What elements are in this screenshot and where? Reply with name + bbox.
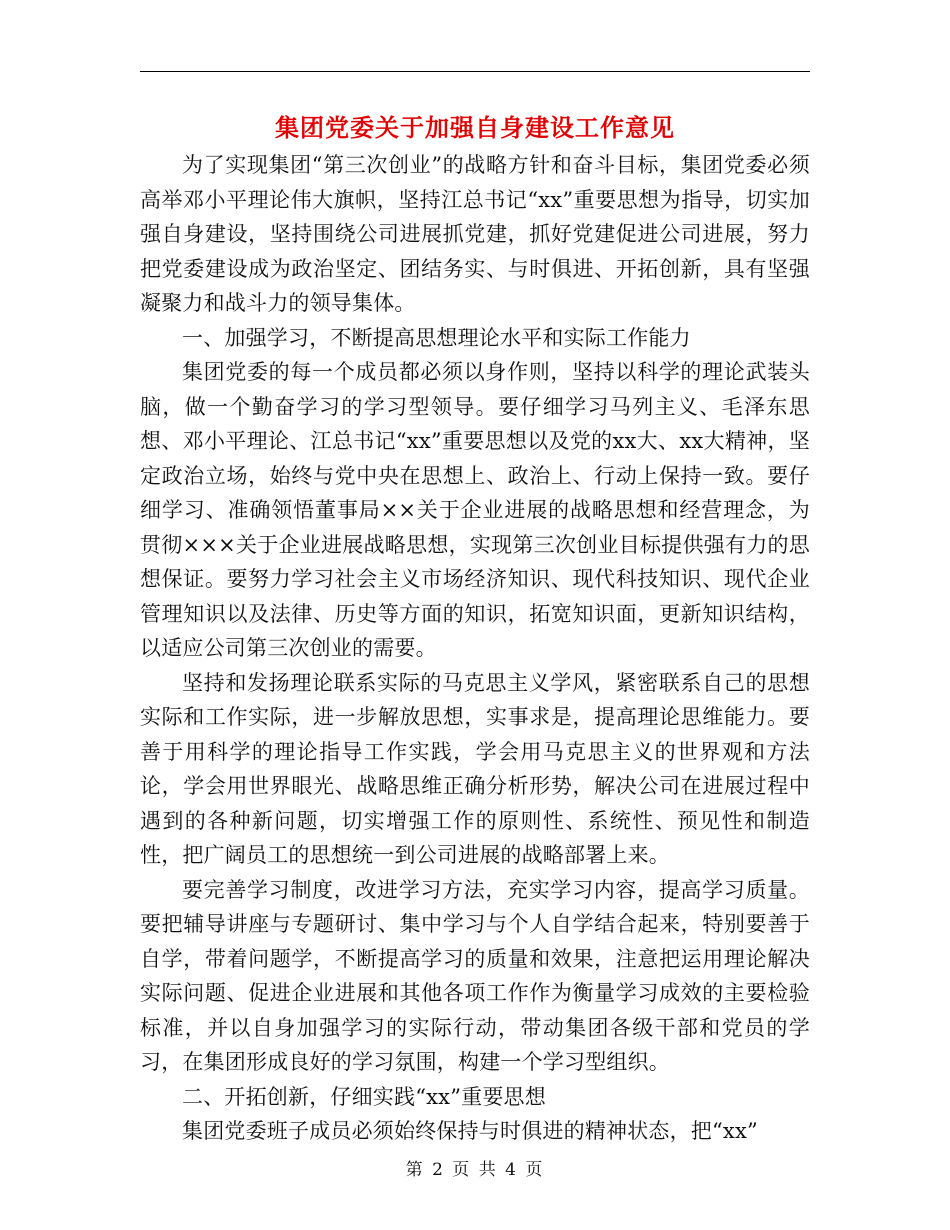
page-footer: 第 2 页 共 4 页 [405,1160,545,1180]
document-title: 集团党委关于加强自身建设工作意见 [275,113,675,142]
document-body [140,148,810,1149]
section-heading-1: 一、加强学习，不断提高思想理论水平和实际工作能力 [182,325,691,350]
header-rule [140,71,810,72]
section-heading-2: 二、开拓创新，仔细实践“xx”重要思想 [182,1084,546,1109]
paragraph-study: 集团党委的每一个成员都必须以身作则，坚持以科学的理论武装头脑，做一个勤奋学习的学习型领导。要仔细学习马列主义、毛泽东思想、邓小平理论、江总书记“xx”重要思想以及党的xx大、xx大精神，坚定政治立场，始终与党中央在思想上、政治上、行动上保持一致。要仔细学习、准确领悟董事局××关于企业进展的战略思想和经营理念，为贯彻×××关于企业进展战略思想，实现第三次创业目标提供强有力的思想保证。要努力学习社会主义市场经济知识、现代科技知识、现代企业管理知识以及法律、历史等方面的知识，拓宽知识面，更新知识结构，以适应公司第三次创业的需要。 [140,360,810,660]
paragraph-study-system: 要完善学习制度，改进学习方法，充实学习内容，提高学习质量。要把辅导讲座与专题研讨、集中学习与个人自学结合起来，特别要善于自学，带着问题学，不断提高学习的质量和效果，注意把运用理论解决实际问题、促进企业进展和其他各项工作作为衡量学习成效的主要检验标准，并以自身加强学习的实际行动，带动集团各级干部和党员的学习，在集团形成良好的学习氛围，构建一个学习型组织。 [140,877,810,1074]
paragraph-theory-practice: 坚持和发扬理论联系实际的马克思主义学风，紧密联系自己的思想实际和工作实际，进一步解放思想，实事求是，提高理论思维能力。要善于用科学的理论指导工作实践，学会用马克思主义的世界观和方法论，学会用世界眼光、战略思维正确分析形势，解决公司在进展过程中遇到的各种新问题，切实增强工作的原则性、系统性、预见性和制造性，把广阔员工的思想统一到公司进展的战略部署上来。 [140,670,810,867]
paragraph-innovation: 集团党委班子成员必须始终保持与时俱进的精神状态，把“xx” [182,1119,758,1143]
paragraph-intro: 为了实现集团“第三次创业”的战略方针和奋斗目标，集团党委必须高举邓小平理论伟大旗帜，坚持江总书记“xx”重要思想为指导，切实加强自身建设，坚持围绕公司进展抓党建，抓好党建促进公司进展，努力把党委建设成为政治坚定、团结务实、与时俱进、开拓创新，具有坚强凝聚力和战斗力的领导集体。 [140,153,810,315]
